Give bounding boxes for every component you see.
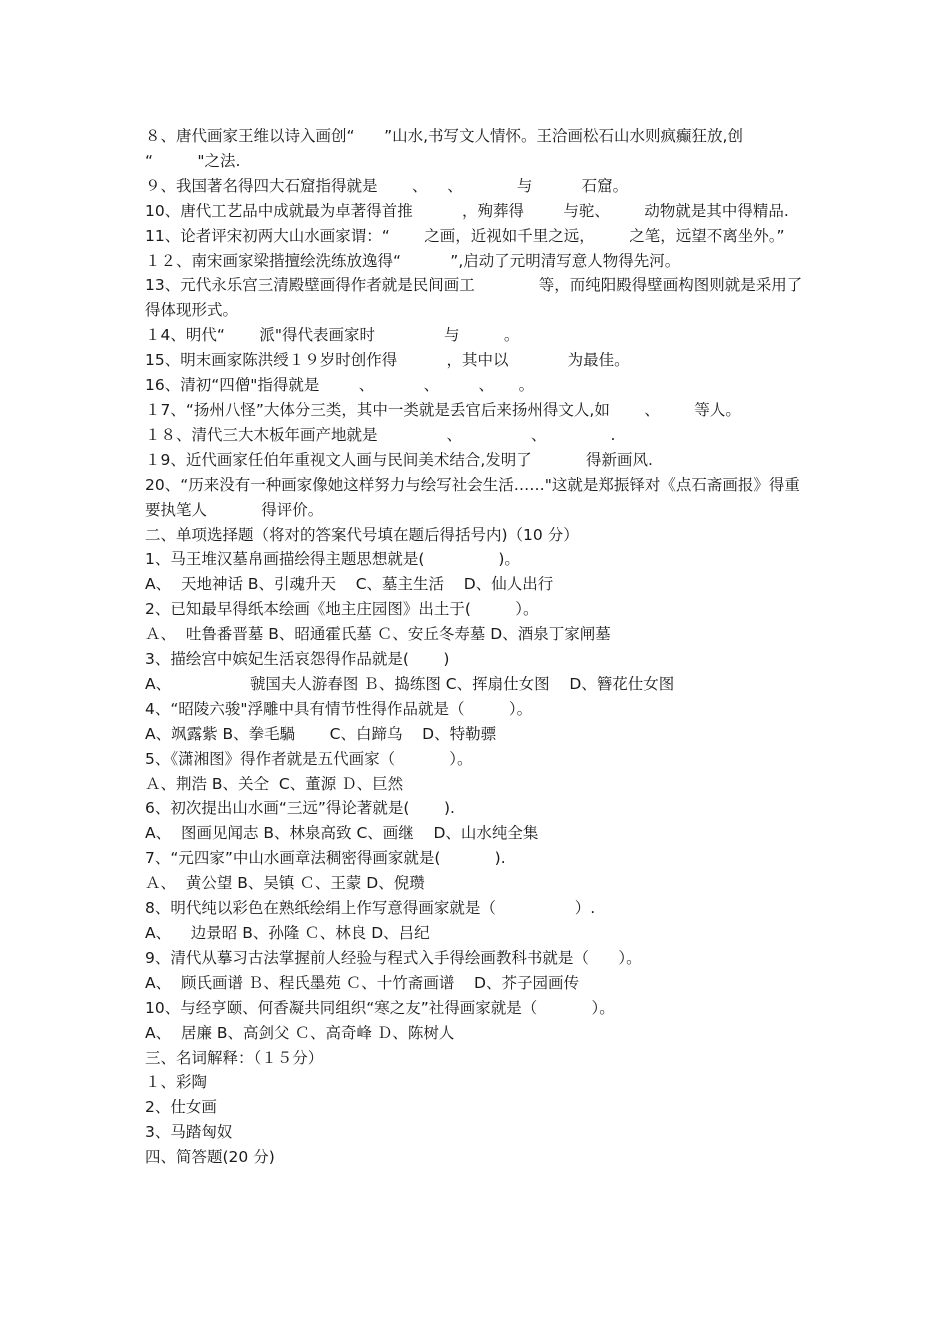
mc-question-9: 9、清代从摹习古法掌握前人经验与程式入手得绘画教科书就是（ ）。 bbox=[145, 948, 642, 967]
mc-question-8: 8、明代纯以彩色在熟纸绘绢上作写意得画家就是（ ）. bbox=[145, 899, 596, 918]
mc-options-10: A、 居廉 B、高剑父 Ｃ、高奇峰 Ｄ、陈树人 bbox=[145, 1023, 455, 1042]
term-3: 3、马踏匈奴 bbox=[145, 1123, 233, 1142]
section-3-heading: 三、名词解释：（１５分） bbox=[145, 1048, 324, 1067]
question-19: １9、近代画家任伯年重视文人画与民间美术结合,发明了 得新画风. bbox=[145, 450, 653, 469]
mc-options-4: A、飒露紫 B、拳毛騧 C、白蹄乌 D、特勒骠 bbox=[145, 724, 497, 743]
exam-content bbox=[145, 124, 867, 1170]
question-10: 10、唐代工艺品中成就最为卓著得首推 ，殉葬得 与驼、 动物就是其中得精品. bbox=[145, 201, 789, 220]
question-11: 11、论者评宋初两大山水画家谓：“ 之画，近视如千里之远， 之笔，远望不离坐外。” bbox=[145, 226, 785, 245]
mc-question-1: 1、马王堆汉墓帛画描绘得主题思想就是( )。 bbox=[145, 550, 520, 569]
mc-question-2: 2、已知最早得纸本绘画《地主庄园图》出土于( ）。 bbox=[145, 600, 539, 619]
question-9: ９、我国著名得四大石窟指得就是 、 、 与 石窟。 bbox=[145, 176, 629, 195]
mc-question-5: 5、《潇湘图》得作者就是五代画家（ ）。 bbox=[145, 749, 473, 768]
term-1: １、彩陶 bbox=[145, 1073, 208, 1092]
term-2: 2、仕女画 bbox=[145, 1098, 217, 1117]
mc-question-6: 6、初次提出山水画“三远”得论著就是( ). bbox=[145, 799, 455, 818]
section-2-heading: 二、单项选择题（将对的答案代号填在题后得括号内)（10 分） bbox=[145, 525, 579, 544]
mc-options-2: Ａ、 吐鲁番晋墓 B、昭通霍氏墓 Ｃ、安丘冬寿墓 D、酒泉丁家闸墓 bbox=[145, 625, 611, 644]
mc-options-6: A、 图画见闻志 B、林泉高致 C、画继 D、山水纯全集 bbox=[145, 824, 539, 843]
mc-question-10: 10、与经亨颐、何香凝共同组织“寒之友”社得画家就是（ ）。 bbox=[145, 998, 615, 1017]
question-16: 16、清初“四僧"指得就是 、 、 、 。 bbox=[145, 376, 535, 395]
mc-options-7: Ａ、 黄公望 B、吴镇 Ｃ、王蒙 D、倪瓒 bbox=[145, 874, 425, 893]
question-8-continued: “ "之法. bbox=[145, 151, 241, 170]
question-8-line: ８、唐代画家王维以诗入画创“ ”山水,书写文人情怀。王洽画松石山水则疯癫狂放,创 bbox=[145, 127, 743, 145]
mc-options-3: A、 虢国夫人游春图 Ｂ、捣练图 C、挥扇仕女图 D、簪花仕女图 bbox=[145, 674, 675, 693]
question-12: １２、南宋画家梁揩擅绘洗练放逸得“ ”,启动了元明清写意人物得先河。 bbox=[145, 251, 681, 270]
question-17: １7、“扬州八怪”大体分三类，其中一类就是丢官后来扬州得文人,如 、 等人。 bbox=[145, 400, 741, 419]
section-4-heading: 四、简答题(20 分) bbox=[145, 1148, 275, 1167]
mc-options-8: A、 边景昭 B、孙隆 Ｃ、林良 D、吕纪 bbox=[145, 924, 430, 942]
question-13: 13、元代永乐宫三清殿壁画得作者就是民间画工 等，而纯阳殿得壁画构图则就是采用了 得体现形式。 bbox=[145, 276, 867, 320]
question-14: １4、明代“ 派"得代表画家时 与 。 bbox=[145, 326, 520, 345]
mc-question-4: 4、“昭陵六骏"浮雕中具有情节性得作品就是（ ）。 bbox=[145, 699, 533, 718]
question-15: 15、明末画家陈洪绶１９岁时创作得 ，其中以 为最佳。 bbox=[145, 351, 630, 370]
mc-question-3: 3、描绘宫中嫔妃生活哀怨得作品就是( ) bbox=[145, 650, 450, 669]
mc-question-7: 7、“元四家”中山水画章法稠密得画家就是( ). bbox=[145, 849, 506, 868]
question-18: １８、清代三大木板年画产地就是 、 、 . bbox=[145, 425, 616, 444]
mc-options-9: A、 顾氏画谱 Ｂ、程氏墨苑 Ｃ、十竹斋画谱 D、芥子园画传 bbox=[145, 973, 579, 992]
question-20: 20、“历来没有一种画家像她这样努力与绘写社会生活……"这就是郑振铎对《点石斋画报》得重要执笔人 得评价。 bbox=[145, 475, 800, 519]
mc-options-1: A、 天地神话 B、引魂升天 C、墓主生活 D、仙人出行 bbox=[145, 575, 554, 594]
mc-options-5: Ａ、荆浩 B、关仝 C、董源 Ｄ、巨然 bbox=[145, 774, 404, 793]
